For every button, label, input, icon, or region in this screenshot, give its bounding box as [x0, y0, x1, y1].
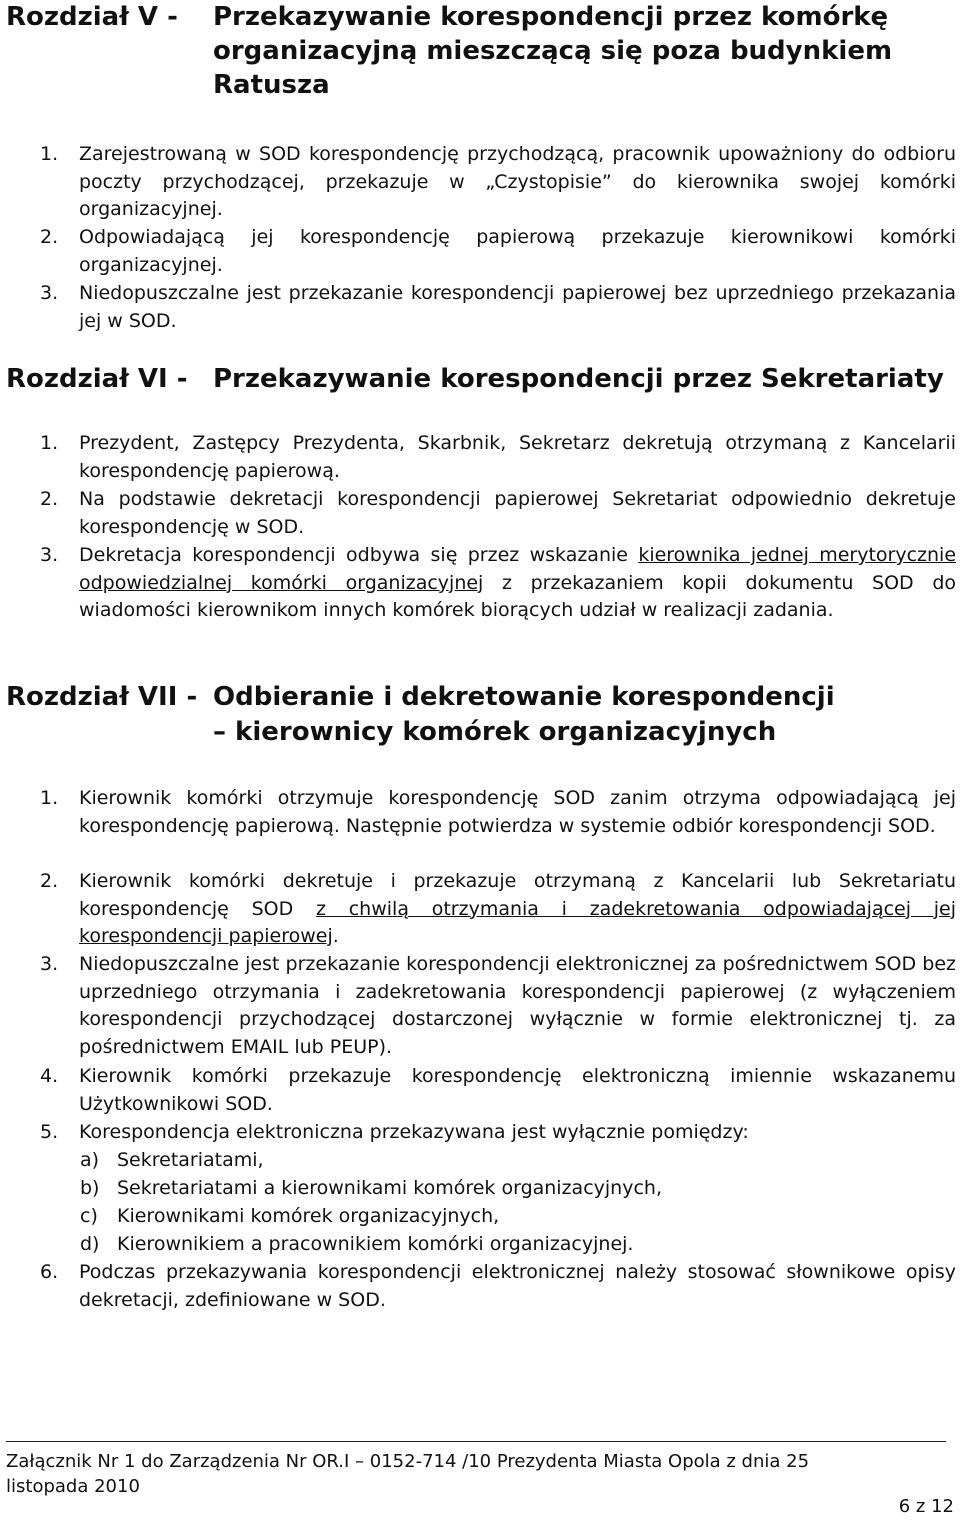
- chapter-5-title-line-3: Ratusza: [213, 70, 330, 100]
- item-text-part: z przekazaniem kopii dokumentu SOD do wiadomości kierownikom innych komórek biorących udział w realizacji zadania.: [79, 571, 957, 621]
- item-text-part: .: [332, 925, 339, 947]
- sub-list-item: [80, 1203, 499, 1231]
- chapter-5-title-line-2: organizacyjną mieszczącą się poza budynkiem: [213, 36, 893, 66]
- item-text-part: Dekretacja korespondencji odbywa się przez wskazanie: [79, 544, 639, 566]
- item-number: 3.: [40, 544, 59, 566]
- sub-item-letter: d): [80, 1233, 100, 1255]
- sub-item-text: Kierownikiem a pracownikiem komórki organizacyjnej.: [117, 1233, 634, 1255]
- item-number: 1.: [40, 787, 59, 809]
- item-number: 2.: [40, 488, 59, 510]
- item-number: 2.: [40, 870, 59, 892]
- item-number: 1.: [40, 143, 59, 165]
- item-text: Prezydent, Zastępcy Prezydenta, Skarbnik, Sekretarz dekretują otrzymaną z Kancelarii korespondencję papierową.: [79, 432, 956, 482]
- chapter-7-title-line-1: Odbieranie i dekretowanie korespondencji: [213, 682, 835, 712]
- footer-divider: [6, 1441, 946, 1442]
- chapter-5-prefix: Rozdział V -: [6, 2, 178, 32]
- sub-item-letter: a): [80, 1149, 100, 1171]
- item-text: Podczas przekazywania korespondencji elektronicznej należy stosować słownikowe opisy dekretacji, zdefiniowane w SOD.: [79, 1261, 956, 1311]
- sub-item-text: Sekretariatami,: [117, 1149, 264, 1171]
- item-number: 3.: [40, 953, 59, 975]
- sub-item-letter: c): [80, 1205, 98, 1227]
- item-number: 1.: [40, 432, 59, 454]
- item-text: Korespondencja elektroniczna przekazywana jest wyłącznie pomiędzy:: [79, 1121, 749, 1143]
- item-text: Niedopuszczalne jest przekazanie korespondencji elektronicznej za pośrednictwem SOD bez uprzedniego otrzymania i zadekretowania korespondencji papierowej (z wyłączeniem korespondencji przychodzącej dostarczonej wyłącznie w formie elektronicznej tj. za pośrednictwem EMAIL lub PEUP).: [79, 953, 956, 1058]
- underlined-text: z chwilą otrzymania i zadekretowania odpowiadającej jej korespondencji papierowej: [79, 897, 956, 947]
- sub-item-letter: b): [80, 1177, 100, 1199]
- item-number: 5.: [40, 1121, 59, 1143]
- item-text: Na podstawie dekretacji korespondencji papierowej Sekretariat odpowiednio dekretuje korespondencję w SOD.: [79, 488, 956, 538]
- item-text: Kierownik komórki otrzymuje korespondencję SOD zanim otrzyma odpowiadającą jej korespondencję papierową. Następnie potwierdza w systemie odbiór korespondencji SOD.: [79, 787, 956, 837]
- chapter-7-prefix: Rozdział VII -: [6, 682, 198, 712]
- sub-list-item: [80, 1175, 662, 1203]
- item-text-part: Kierownik komórki dekretuje i przekazuje otrzymaną z Kancelarii lub Sekretariatu korespondencję SOD: [79, 870, 956, 920]
- chapter-7-title-line-2: – kierownicy komórek organizacyjnych: [213, 717, 777, 747]
- item-text: Zarejestrowaną w SOD korespondencję przychodzącą, pracownik upoważniony do odbioru poczty przychodzącej, przekazuje w „Czystopisie” do kierownika swojej komórki organizacyjnej.: [79, 143, 956, 220]
- underlined-text: kierownika jednej merytorycznie odpowiedzialnej komórki organizacyjnej: [79, 544, 957, 594]
- item-text: Odpowiadającą jej korespondencję papierową przekazuje kierownikowi komórki organizacyjnej.: [79, 226, 956, 276]
- item-text: Kierownik komórki przekazuje korespondencję elektroniczną imiennie wskazanemu Użytkownikowi SOD.: [79, 1065, 956, 1115]
- item-number: 2.: [40, 226, 59, 248]
- item-number: 3.: [40, 282, 59, 304]
- chapter-5-title-line-1: Przekazywanie korespondencji przez komórkę: [213, 2, 889, 32]
- item-text: [79, 868, 956, 951]
- sub-item-text: Kierownikami komórek organizacyjnych,: [117, 1205, 500, 1227]
- item-text: Niedopuszczalne jest przekazanie korespondencji papierowej bez uprzedniego przekazania jej w SOD.: [79, 282, 956, 332]
- page-number: 6 z 12: [898, 1496, 954, 1517]
- item-number: 6.: [40, 1261, 59, 1283]
- chapter-6-prefix: Rozdział VI -: [6, 364, 188, 394]
- item-number: 4.: [40, 1065, 59, 1087]
- sub-list-item: [80, 1147, 264, 1175]
- footer-text: Załącznik Nr 1 do Zarządzenia Nr OR.I – 0152-714 /10 Prezydenta Miasta Opola z dnia 25 listopada 2010: [6, 1451, 810, 1497]
- chapter-6-title: Przekazywanie korespondencji przez Sekretariaty: [213, 364, 944, 394]
- sub-item-text: Sekretariatami a kierownikami komórek organizacyjnych,: [117, 1177, 662, 1199]
- item-text: [79, 542, 956, 625]
- sub-list-item: [80, 1231, 633, 1259]
